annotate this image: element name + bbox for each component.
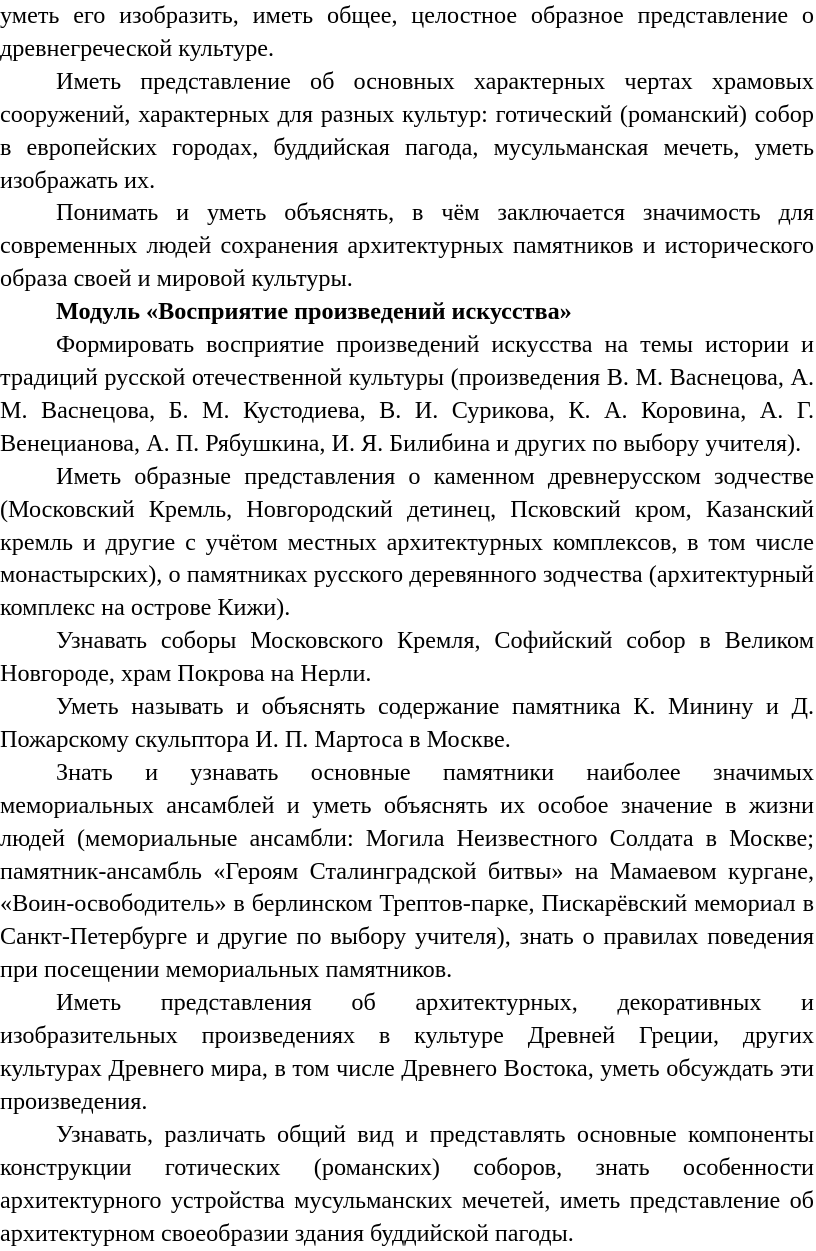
paragraph-temple-features: Иметь представление об основных характерных чертах храмовых сооружений, характерных для разных культур: готический (романский) собор в европейских городах, буддийская пагода, мусульманская мечеть, уметь изображать их. (0, 67, 814, 194)
module-heading: Модуль «Восприятие произведений искусства» (56, 298, 572, 326)
paragraph-continuation: уметь его изобразить, иметь общее, целостное образное представление о древнегреческой культуре. (0, 2, 814, 62)
paragraph-gothic-mosque-pagoda: Узнавать, различать общий вид и представлять основные компоненты конструкции готических (романских) соборов, знать особенности архитектурного устройства мусульманских мечетей, иметь представление об архитектурном своеобразии здания буддийской пагоды. (0, 1120, 814, 1247)
paragraph-minin-pozharsky: Уметь называть и объяснять содержание памятника К. Минину и Д. Пожарскому скульптора И. П. Мартоса в Москве. (0, 693, 814, 753)
paragraph-stone-architecture: Иметь образные представления о каменном древнерусском зодчестве (Московский Кремль, Новгородский детинец, Псковский кром, Казанский кремль и другие с учётом местных архитектурных комплексов, в том числе монастырских), о памятниках русского деревянного зодчества (архитектурный комплекс на острове Кижи). (0, 462, 814, 622)
paragraph-monument-significance: Понимать и уметь объяснять, в чём заключается значимость для современных людей сохранения архитектурных памятников и исторического образа своей и мировой культуры. (0, 199, 814, 293)
paragraph-ancient-greece: Иметь представления об архитектурных, декоративных и изобразительных произведениях в культуре Древней Греции, других культурах Древнего мира, в том числе Древнего Востока, уметь обсуждать эти произведения. (0, 989, 814, 1115)
paragraph-art-perception: Формировать восприятие произведений искусства на темы истории и традиций русской отечественной культуры (произведения В. М. Васнецова, А. М. Васнецова, Б. М. Кустодиева, В. И. Сурикова, К. А. Коровина, А. Г. Венецианова, А. П. Рябушкина, И. Я. Билибина и других по выбору учителя). (0, 331, 814, 457)
paragraph-cathedrals: Узнавать соборы Московского Кремля, Софийский собор в Великом Новгороде, храм Покрова на Нерли. (0, 627, 814, 688)
paragraph-memorials: Знать и узнавать основные памятники наиболее значимых мемориальных ансамблей и уметь объяснять их особое значение в жизни людей (мемориальные ансамбли: Могила Неизвестного Солдата в Москве; памятник-ансамбль «Героям Сталинградской битвы» на Мамаевом кургане, «Воин-освободитель» в берлинском Трептов-парке, Пискарёвский мемориал в Санкт-Петербурге и другие по выбору учителя), знать о правилах поведения при посещении мемориальных памятников. (0, 758, 814, 984)
